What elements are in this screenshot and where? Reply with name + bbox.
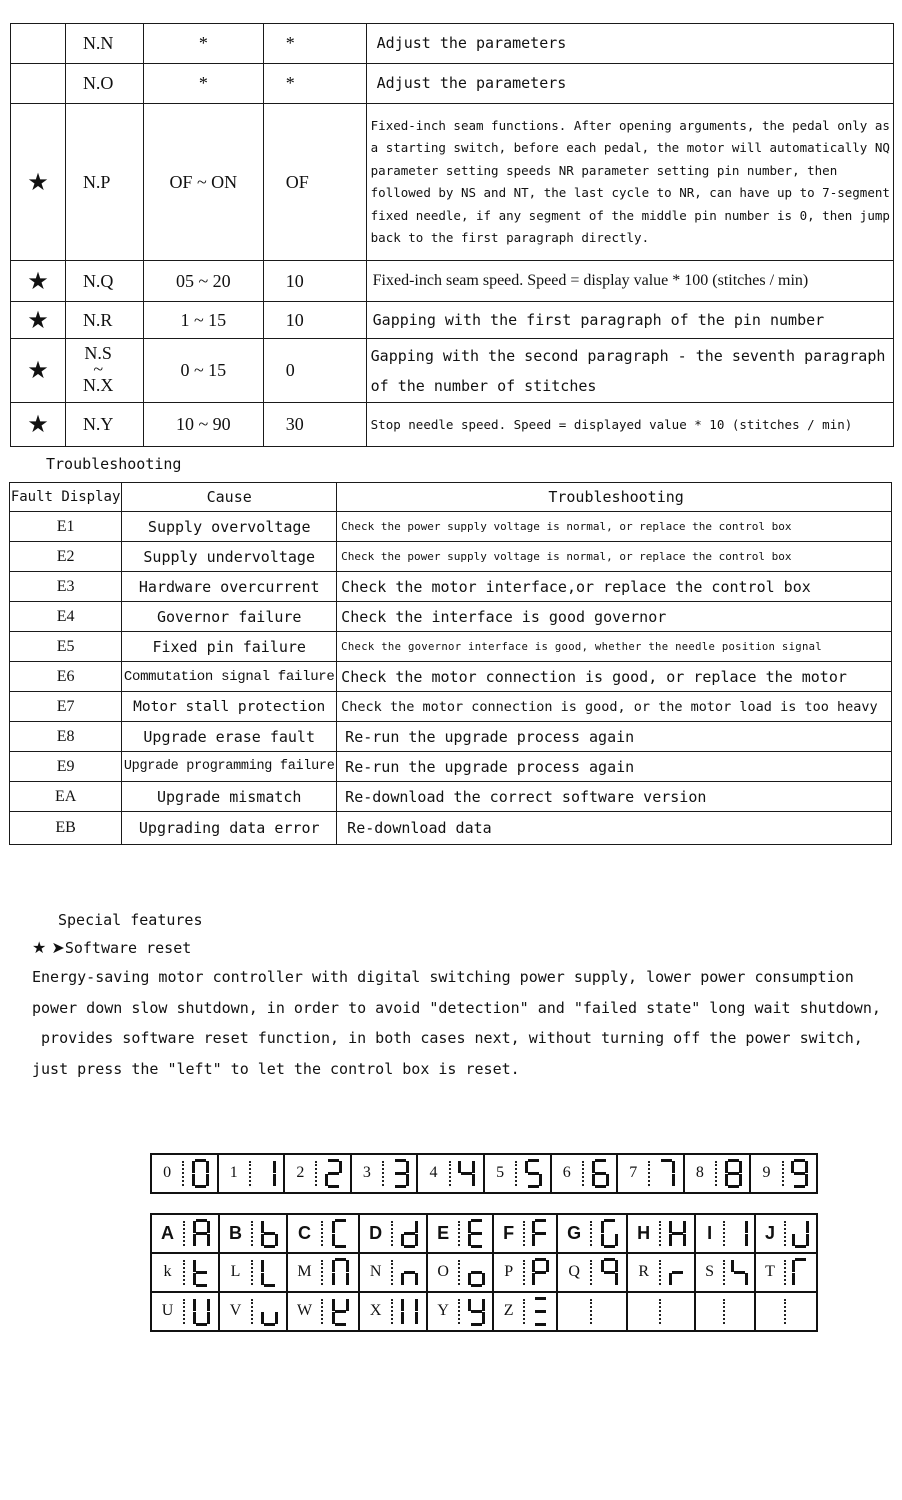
seven-segment-glyph — [791, 1159, 808, 1188]
param-star — [11, 64, 66, 104]
seven-segment-glyph — [325, 1159, 342, 1188]
seven-segment-glyph — [401, 1258, 418, 1287]
param-default: 30 — [263, 403, 366, 447]
display-cell — [627, 1292, 695, 1331]
seven-segment-glyph — [261, 1219, 278, 1248]
table-row — [10, 602, 892, 632]
fault-code: E8 — [10, 722, 122, 752]
display-cell — [151, 1292, 219, 1331]
display-character-label: R — [628, 1260, 661, 1286]
special-features-title: Special features — [58, 911, 203, 929]
display-glyph — [253, 1219, 286, 1248]
table-header-row — [10, 483, 892, 512]
display-cell — [750, 1154, 817, 1193]
param-default: OF — [263, 104, 366, 261]
param-row — [11, 302, 894, 339]
software-reset-label: Software reset — [64, 939, 192, 957]
fault-fix: Check the governor interface is good, whether the needle position signal — [337, 632, 892, 662]
display-glyph — [525, 1297, 556, 1326]
display-glyph — [185, 1297, 218, 1326]
seven-segment-glyph — [669, 1258, 686, 1287]
display-glyph — [323, 1297, 358, 1326]
display-cell — [359, 1214, 427, 1253]
display-cell — [218, 1154, 285, 1193]
star-arrow-icon: ★ ➤ — [32, 938, 65, 957]
display-character-label: 1 — [219, 1161, 251, 1187]
display-glyph — [525, 1219, 556, 1248]
display-cell — [493, 1214, 557, 1253]
display-character-label: A — [152, 1221, 185, 1247]
display-cell — [427, 1214, 493, 1253]
display-character-label: 6 — [552, 1161, 584, 1187]
fault-fix: Check the motor connection is good, or the motor load is too heavy — [337, 692, 892, 722]
param-range: 1 ~ 15 — [143, 302, 263, 339]
description-line: just press the "left" to let the control box is reset. — [32, 1059, 520, 1078]
display-character-label: F — [494, 1221, 525, 1247]
param-description: Gapping with the second paragraph - the seventh paragraph of the number of stitches — [366, 339, 893, 403]
display-glyph — [725, 1258, 754, 1287]
display-glyph — [317, 1159, 349, 1188]
seven-segment-glyph — [792, 1258, 809, 1287]
param-range: * — [143, 64, 263, 104]
display-character-label — [628, 1299, 661, 1325]
display-cell — [684, 1154, 751, 1193]
param-star: ★ — [11, 403, 66, 447]
seven-segment-glyph — [332, 1297, 349, 1326]
param-description: Stop needle speed. Speed = displayed value * 10 (stitches / min) — [366, 403, 893, 447]
display-cell — [359, 1292, 427, 1331]
display-character-label: G — [558, 1221, 592, 1247]
display-glyph — [251, 1159, 283, 1188]
display-character-label: C — [288, 1221, 323, 1247]
fault-fix: Re-download data — [337, 812, 892, 845]
display-cell — [151, 1214, 219, 1253]
fault-cause: Motor stall protection — [122, 692, 337, 722]
param-default: 10 — [263, 261, 366, 302]
display-cell — [219, 1253, 287, 1292]
param-row — [11, 104, 894, 261]
display-cell — [219, 1292, 287, 1331]
display-character-label: Y — [428, 1299, 460, 1325]
display-glyph — [786, 1258, 816, 1287]
display-glyph — [650, 1159, 682, 1188]
seven-segment-glyph — [725, 1159, 742, 1188]
display-glyph — [525, 1258, 556, 1287]
seven-segment-glyph — [468, 1297, 485, 1326]
seven-segment-glyph — [401, 1297, 418, 1326]
display-cell — [284, 1154, 351, 1193]
display-character-label: 9 — [751, 1161, 783, 1187]
fault-code: E4 — [10, 602, 122, 632]
seven-segment-glyph — [601, 1258, 618, 1287]
display-glyph — [592, 1219, 626, 1248]
table-row — [10, 632, 892, 662]
display-character-label: Q — [558, 1260, 592, 1286]
seven-segment-glyph — [332, 1258, 349, 1287]
display-character-label — [696, 1299, 725, 1325]
display-character-label: V — [220, 1299, 253, 1325]
display-cell — [484, 1154, 551, 1193]
display-character-label: Z — [494, 1299, 525, 1325]
letter-row — [151, 1253, 817, 1292]
param-code-stack — [83, 345, 114, 393]
seven-segment-glyph — [261, 1258, 278, 1287]
display-character-label: H — [628, 1221, 661, 1247]
digit-display-chart — [150, 1153, 818, 1194]
display-glyph — [253, 1297, 286, 1326]
param-code-range — [65, 339, 143, 403]
table-row — [10, 542, 892, 572]
fault-fix: Check the motor connection is good, or replace the motor — [337, 662, 892, 692]
troubleshooting-table — [9, 482, 892, 845]
display-character-label: 0 — [152, 1161, 184, 1187]
fault-fix: Re-run the upgrade process again — [337, 722, 892, 752]
seven-segment-glyph — [458, 1159, 475, 1188]
display-character-label: 2 — [285, 1161, 317, 1187]
param-code: N.R — [65, 302, 143, 339]
display-character-label: M — [288, 1260, 323, 1286]
display-character-label: U — [152, 1299, 185, 1325]
display-glyph — [393, 1219, 426, 1248]
fault-cause: Upgrade programming failure — [122, 752, 337, 782]
display-glyph — [717, 1159, 749, 1188]
param-code-top: N.S — [84, 343, 112, 363]
seven-segment-glyph — [731, 1219, 748, 1248]
fault-code: E3 — [10, 572, 122, 602]
param-description: Adjust the parameters — [366, 64, 893, 104]
display-character-label: O — [428, 1260, 460, 1286]
fault-fix: Re-run the upgrade process again — [337, 752, 892, 782]
description-line: provides software reset function, in both cases next, without turning off the power switch, — [32, 1029, 863, 1047]
display-character-label: I — [696, 1221, 725, 1247]
display-glyph — [460, 1258, 492, 1287]
seven-segment-glyph — [532, 1258, 549, 1287]
display-cell — [551, 1154, 618, 1193]
seven-segment-glyph — [192, 1159, 209, 1188]
fault-code: E7 — [10, 692, 122, 722]
fault-cause: Upgrading data error — [122, 812, 337, 845]
seven-segment-glyph — [401, 1219, 418, 1248]
param-range: 05 ~ 20 — [143, 261, 263, 302]
table-row — [10, 782, 892, 812]
display-glyph — [185, 1258, 218, 1287]
table-row — [10, 722, 892, 752]
param-description: Fixed-inch seam speed. Speed = display value * 100 (stitches / min) — [366, 261, 893, 302]
seven-segment-glyph — [731, 1258, 748, 1287]
fault-cause: Supply overvoltage — [122, 512, 337, 542]
table-row — [10, 752, 892, 782]
param-row — [11, 64, 894, 104]
display-cell — [755, 1253, 817, 1292]
display-character-label — [756, 1299, 786, 1325]
display-glyph — [460, 1297, 492, 1326]
display-cell — [557, 1214, 627, 1253]
seven-segment-glyph — [601, 1219, 618, 1248]
fault-fix: Check the power supply voltage is normal, or replace the control box — [337, 512, 892, 542]
display-character-label: E — [428, 1221, 460, 1247]
param-default: 10 — [263, 302, 366, 339]
seven-segment-glyph — [392, 1159, 409, 1188]
param-default: * — [263, 64, 366, 104]
display-character-label: 4 — [418, 1161, 450, 1187]
display-cell — [627, 1214, 695, 1253]
digit-row — [151, 1154, 817, 1193]
seven-segment-glyph — [532, 1297, 549, 1326]
param-code: N.P — [65, 104, 143, 261]
param-row — [11, 24, 894, 64]
display-cell — [219, 1214, 287, 1253]
troubleshooting-title: Troubleshooting — [46, 455, 182, 473]
parameter-table — [10, 23, 894, 447]
param-star: ★ — [11, 302, 66, 339]
param-range: * — [143, 24, 263, 64]
param-range: 10 ~ 90 — [143, 403, 263, 447]
seven-segment-glyph — [592, 1159, 609, 1188]
software-reset-heading — [32, 938, 191, 957]
seven-segment-glyph — [261, 1297, 278, 1326]
fault-cause: Upgrade erase fault — [122, 722, 337, 752]
param-star: ★ — [11, 104, 66, 261]
display-glyph — [725, 1219, 754, 1248]
display-glyph — [584, 1159, 616, 1188]
display-character-label: W — [288, 1299, 323, 1325]
display-character-label: D — [360, 1221, 393, 1247]
display-cell — [287, 1253, 359, 1292]
table-row — [10, 512, 892, 542]
fault-code: E9 — [10, 752, 122, 782]
table-row — [10, 662, 892, 692]
display-cell — [359, 1253, 427, 1292]
seven-segment-glyph — [525, 1159, 542, 1188]
display-cell — [695, 1292, 755, 1331]
fault-cause: Fixed pin failure — [122, 632, 337, 662]
param-row — [11, 261, 894, 302]
display-character-label: T — [756, 1260, 786, 1286]
display-cell — [351, 1154, 418, 1193]
display-cell — [427, 1253, 493, 1292]
fault-cause: Governor failure — [122, 602, 337, 632]
display-cell — [557, 1253, 627, 1292]
fault-fix: Check the interface is good governor — [337, 602, 892, 632]
fault-code: E1 — [10, 512, 122, 542]
display-cell — [287, 1292, 359, 1331]
display-character-label: 5 — [485, 1161, 517, 1187]
display-cell — [493, 1253, 557, 1292]
seven-segment-glyph — [332, 1219, 349, 1248]
fault-cause: Supply undervoltage — [122, 542, 337, 572]
param-default: * — [263, 24, 366, 64]
param-description: Adjust the parameters — [366, 24, 893, 64]
fault-fix: Check the power supply voltage is normal, or replace the control box — [337, 542, 892, 572]
display-glyph — [517, 1159, 549, 1188]
header-cause: Cause — [122, 483, 337, 512]
display-glyph — [661, 1258, 694, 1287]
display-glyph — [253, 1258, 286, 1287]
display-cell — [417, 1154, 484, 1193]
param-row — [11, 339, 894, 403]
table-row — [10, 572, 892, 602]
fault-code: E2 — [10, 542, 122, 572]
param-star: ★ — [11, 261, 66, 302]
seven-segment-glyph — [468, 1258, 485, 1287]
param-row — [11, 403, 894, 447]
display-cell — [755, 1292, 817, 1331]
software-reset-description — [32, 962, 897, 1084]
param-code: N.Q — [65, 261, 143, 302]
display-cell — [427, 1292, 493, 1331]
display-character-label: N — [360, 1260, 393, 1286]
display-glyph — [451, 1159, 483, 1188]
fault-fix: Re-download the correct software version — [337, 782, 892, 812]
display-cell — [151, 1253, 219, 1292]
display-glyph — [323, 1258, 358, 1287]
fault-code: E5 — [10, 632, 122, 662]
fault-cause: Commutation signal failure — [122, 662, 337, 692]
display-glyph — [784, 1159, 816, 1188]
fault-code: E6 — [10, 662, 122, 692]
display-cell — [695, 1214, 755, 1253]
param-code: N.Y — [65, 403, 143, 447]
display-character-label: 7 — [618, 1161, 650, 1187]
fault-cause: Hardware overcurrent — [122, 572, 337, 602]
seven-segment-glyph — [792, 1219, 809, 1248]
seven-segment-glyph — [259, 1159, 276, 1188]
display-cell — [493, 1292, 557, 1331]
display-character-label: S — [696, 1260, 725, 1286]
table-row — [10, 692, 892, 722]
fault-code: EB — [10, 812, 122, 845]
fault-fix: Check the motor interface,or replace the control box — [337, 572, 892, 602]
param-default: 0 — [263, 339, 366, 403]
seven-segment-glyph — [193, 1258, 210, 1287]
display-cell — [287, 1214, 359, 1253]
param-range: OF ~ ON — [143, 104, 263, 261]
header-fault-display: Fault Display — [10, 483, 122, 512]
display-character-label — [558, 1299, 592, 1325]
display-character-label: X — [360, 1299, 393, 1325]
display-character-label: P — [494, 1260, 525, 1286]
param-description: Gapping with the first paragraph of the pin number — [366, 302, 893, 339]
table-row — [10, 812, 892, 845]
header-troubleshooting: Troubleshooting — [337, 483, 892, 512]
display-glyph — [184, 1159, 216, 1188]
seven-segment-glyph — [658, 1159, 675, 1188]
fault-cause: Upgrade mismatch — [122, 782, 337, 812]
seven-segment-glyph — [193, 1297, 210, 1326]
display-character-label: 8 — [685, 1161, 717, 1187]
display-cell — [627, 1253, 695, 1292]
seven-segment-glyph — [193, 1219, 210, 1248]
param-code-tilde: ~ — [93, 359, 104, 379]
param-range: 0 ~ 15 — [143, 339, 263, 403]
param-code-bottom: N.X — [82, 375, 114, 395]
display-glyph — [384, 1159, 416, 1188]
param-code: N.N — [65, 24, 143, 64]
seven-segment-glyph — [532, 1219, 549, 1248]
param-code: N.O — [65, 64, 143, 104]
param-description: Fixed-inch seam functions. After opening arguments, the pedal only as a starting switch, before each pedal, the motor will automatically NQ parameter setting speeds NR parameter setting pin number, then followed by NS and NT, the last cycle to NR, can have up to 7-segment fixed needle, if any segment of the middle pin number is 0, then jump back to the first paragraph directly. — [366, 104, 893, 261]
display-glyph — [393, 1258, 426, 1287]
seven-segment-glyph — [468, 1219, 485, 1248]
display-glyph — [185, 1219, 218, 1248]
description-line: power down slow shutdown, in order to avoid "detection" and "failed state" long wait shutdown, — [32, 998, 881, 1017]
display-cell — [617, 1154, 684, 1193]
display-cell — [755, 1214, 817, 1253]
display-cell — [557, 1292, 627, 1331]
letter-row — [151, 1292, 817, 1331]
display-glyph — [786, 1219, 816, 1248]
display-character-label: J — [756, 1221, 786, 1247]
display-cell — [151, 1154, 218, 1193]
seven-segment-glyph — [669, 1219, 686, 1248]
display-glyph — [592, 1258, 626, 1287]
display-character-label: B — [220, 1221, 253, 1247]
fault-code: EA — [10, 782, 122, 812]
display-character-label: L — [220, 1260, 253, 1286]
display-glyph — [393, 1297, 426, 1326]
description-line: Energy-saving motor controller with digital switching power supply, lower power consumption — [32, 968, 854, 986]
param-star: ★ — [11, 339, 66, 403]
display-glyph — [661, 1219, 694, 1248]
display-glyph — [323, 1219, 358, 1248]
display-cell — [695, 1253, 755, 1292]
display-character-label: 3 — [352, 1161, 384, 1187]
display-character-label: k — [152, 1260, 185, 1286]
letter-display-chart — [150, 1213, 818, 1332]
letter-row — [151, 1214, 817, 1253]
display-glyph — [460, 1219, 492, 1248]
param-star — [11, 24, 66, 64]
